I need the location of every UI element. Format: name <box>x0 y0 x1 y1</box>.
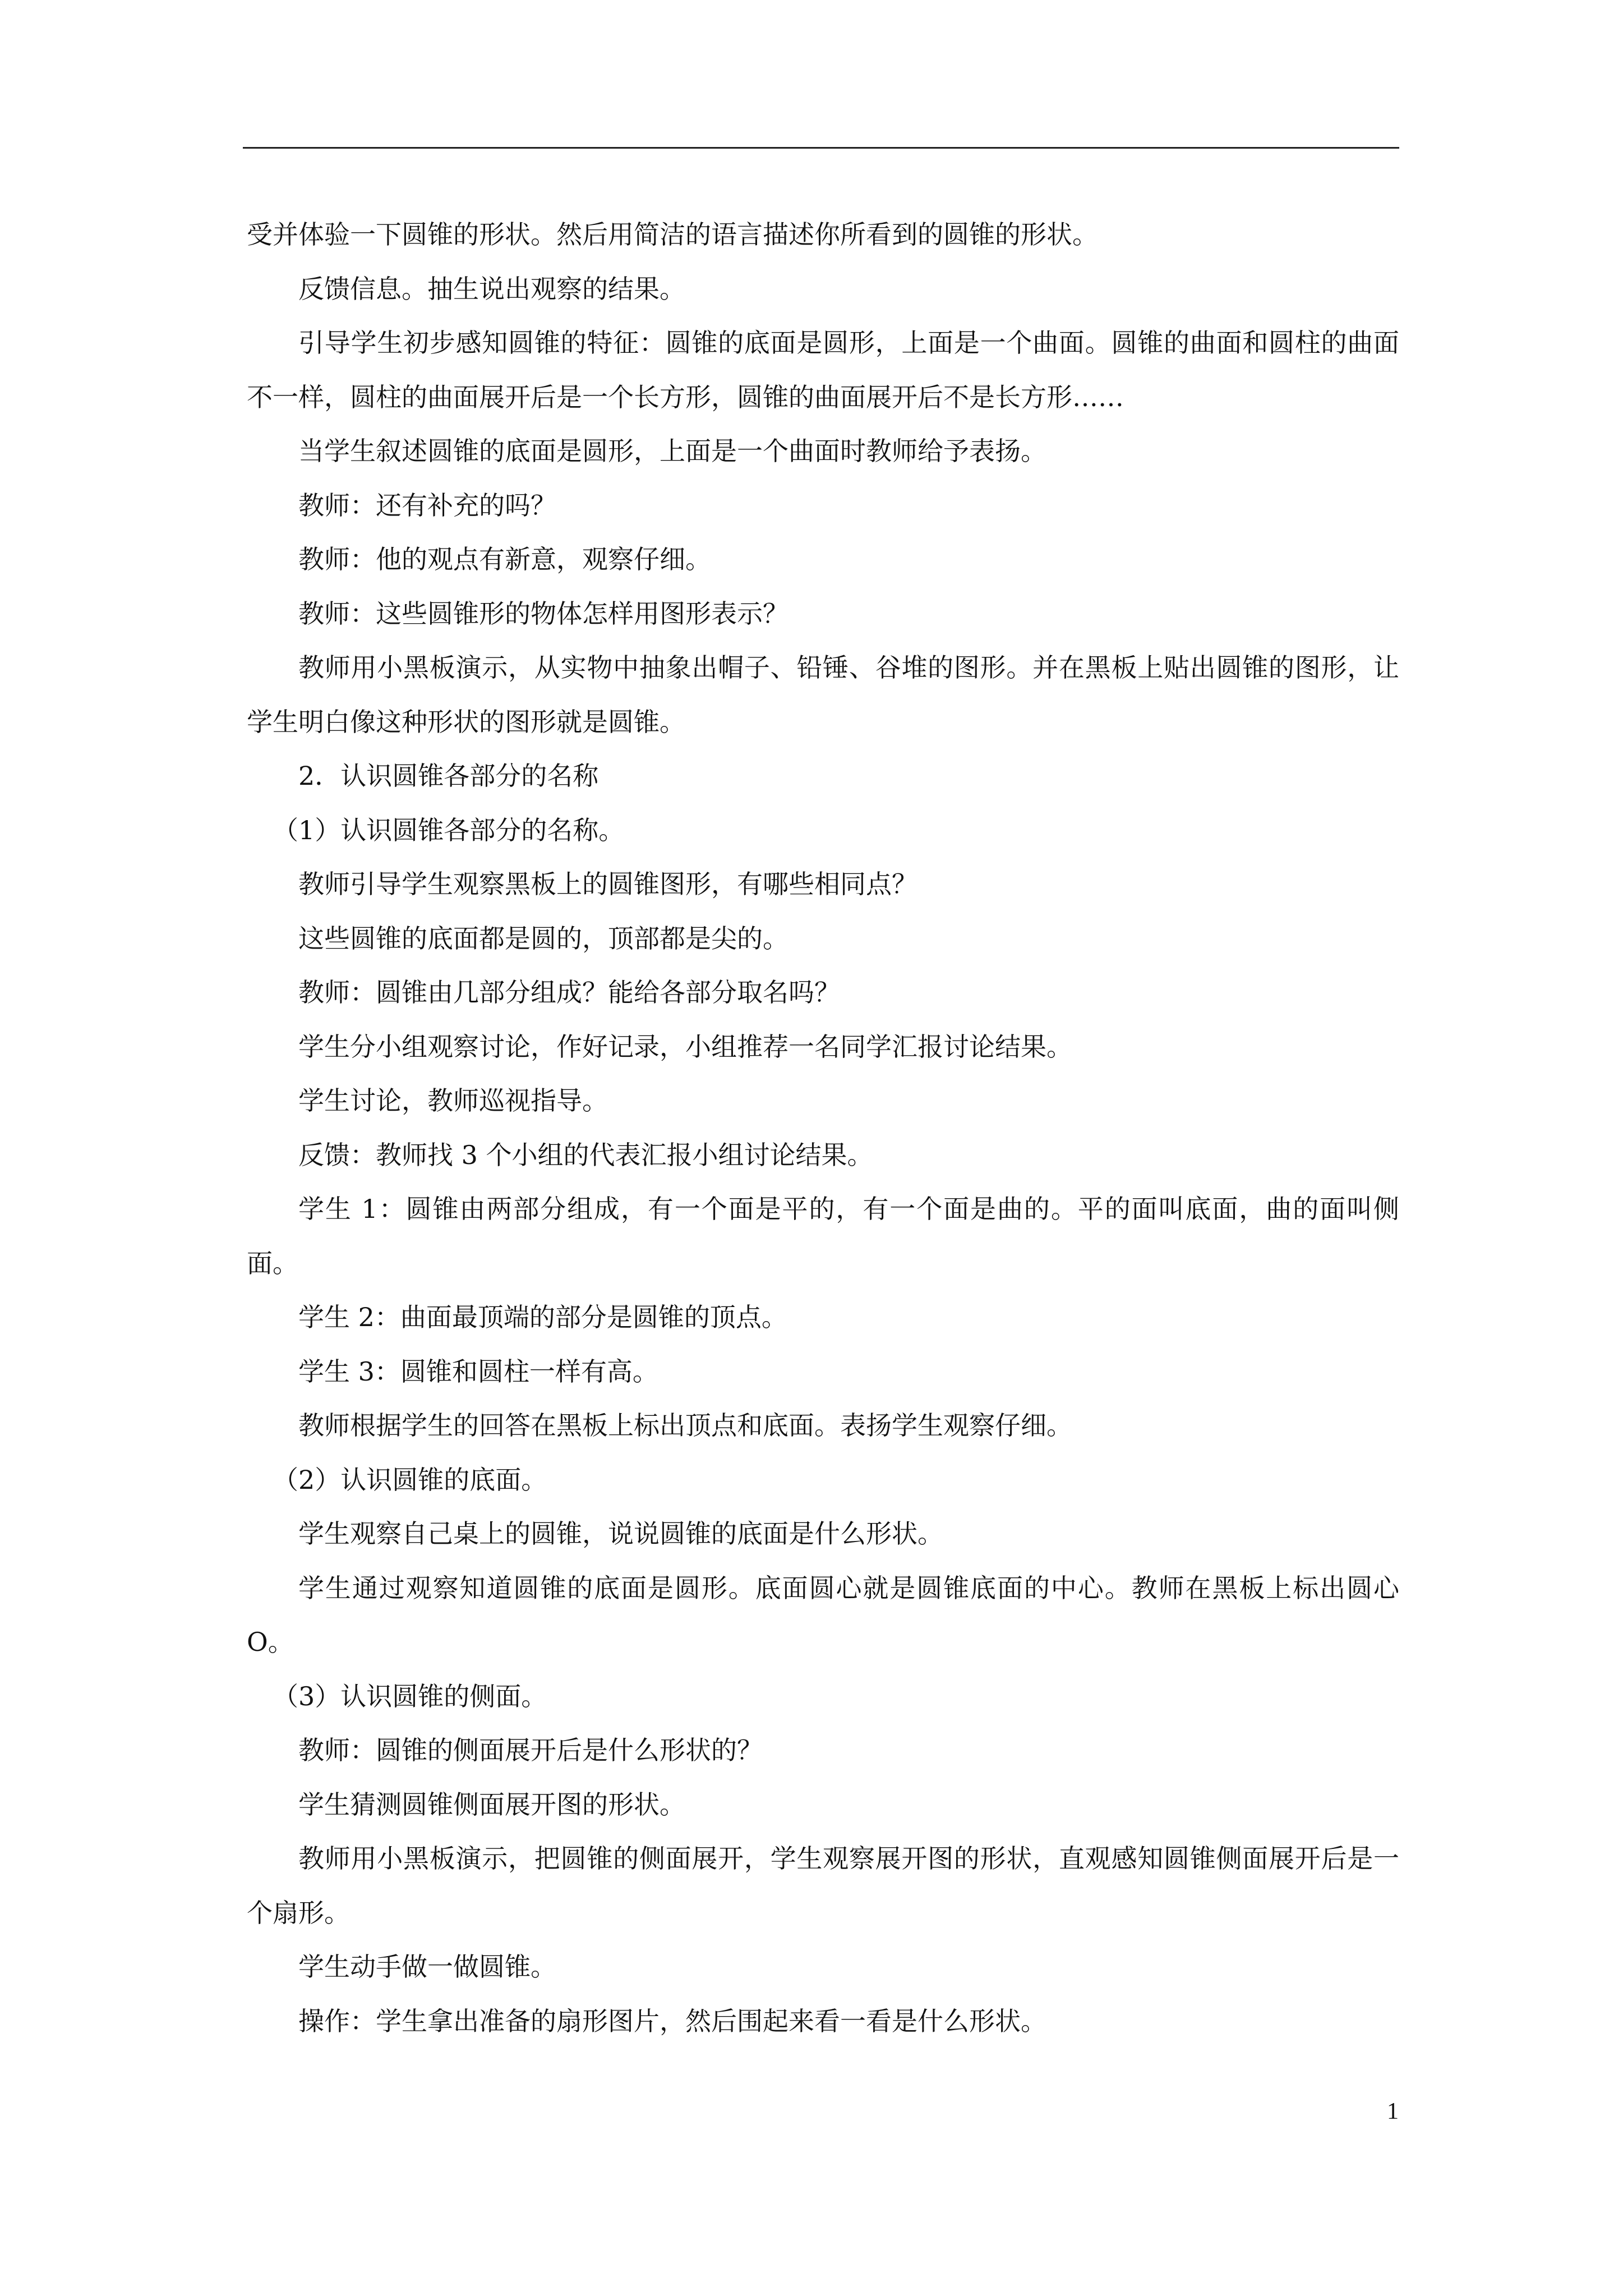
paragraph: 教师：还有补充的吗？ <box>298 490 556 521</box>
paragraph: 学生猜测圆锥侧面展开图的形状。 <box>298 1789 685 1820</box>
paragraph: 教师引导学生观察黑板上的圆锥图形，有哪些相同点？ <box>298 869 917 899</box>
body-text <box>247 208 1399 2048</box>
paragraph: 教师：这些圆锥形的物体怎样用图形表示？ <box>298 598 789 629</box>
section-heading: 2．认识圆锥各部分的名称 <box>298 761 599 791</box>
paragraph: 教师根据学生的回答在黑板上标出顶点和底面。表扬学生观察仔细。 <box>298 1410 1072 1441</box>
paragraph: 教师：他的观点有新意，观察仔细。 <box>298 544 711 574</box>
subsection-heading: （1）认识圆锥各部分的名称。 <box>273 815 625 845</box>
subsection-heading: （3）认识圆锥的侧面。 <box>273 1681 547 1711</box>
header-rule <box>243 147 1399 149</box>
paragraph: 当学生叙述圆锥的底面是圆形，上面是一个曲面时教师给予表扬。 <box>298 436 1046 466</box>
paragraph: 学生讨论，教师巡视指导。 <box>298 1085 608 1116</box>
paragraph: 反馈信息。抽生说出观察的结果。 <box>298 273 685 304</box>
paragraph: 引导学生初步感知圆锥的特征：圆锥的底面是圆形，上面是一个曲面。圆锥的曲面和圆柱的曲面不一样，圆柱的曲面展开后是一个长方形，圆锥的曲面展开后不是长方形…… <box>247 328 1399 412</box>
page-number: 1 <box>1387 2099 1399 2124</box>
paragraph: 教师：圆锥的侧面展开后是什么形状的？ <box>298 1735 763 1765</box>
paragraph: 教师：圆锥由几部分组成？能给各部分取名吗？ <box>298 977 840 1007</box>
paragraph: 学生 3：圆锥和圆柱一样有高。 <box>298 1356 658 1387</box>
paragraph: 反馈：教师找 3 个小组的代表汇报小组讨论结果。 <box>298 1139 873 1170</box>
paragraph: 学生通过观察知道圆锥的底面是圆形。底面圆心就是圆锥底面的中心。教师在黑板上标出圆心 O。 <box>247 1572 1399 1657</box>
paragraph: 这些圆锥的底面都是圆的，顶部都是尖的。 <box>298 923 789 954</box>
paragraph: 学生分小组观察讨论，作好记录，小组推荐一名同学汇报讨论结果。 <box>298 1031 1072 1062</box>
paragraph: 学生 1：圆锥由两部分组成，有一个面是平的，有一个面是曲的。平的面叫底面，曲的面叫侧面。 <box>247 1194 1399 1278</box>
paragraph: 教师用小黑板演示，把圆锥的侧面展开，学生观察展开图的形状，直观感知圆锥侧面展开后是一个扇形。 <box>247 1843 1399 1928</box>
subsection-heading: （2）认识圆锥的底面。 <box>273 1464 547 1495</box>
paragraph: 学生 2：曲面最顶端的部分是圆锥的顶点。 <box>298 1302 787 1332</box>
paragraph: 受并体验一下圆锥的形状。然后用简洁的语言描述你所看到的圆锥的形状。 <box>247 219 1098 250</box>
paragraph: 学生动手做一做圆锥。 <box>298 1952 556 1982</box>
paragraph: 学生观察自己桌上的圆锥，说说圆锥的底面是什么形状。 <box>298 1519 943 1549</box>
paragraph: 教师用小黑板演示，从实物中抽象出帽子、铅锤、谷堆的图形。并在黑板上贴出圆锥的图形，让学生明白像这种形状的图形就是圆锥。 <box>247 652 1399 737</box>
paragraph: 操作：学生拿出准备的扇形图片，然后围起来看一看是什么形状。 <box>298 2005 1046 2036</box>
